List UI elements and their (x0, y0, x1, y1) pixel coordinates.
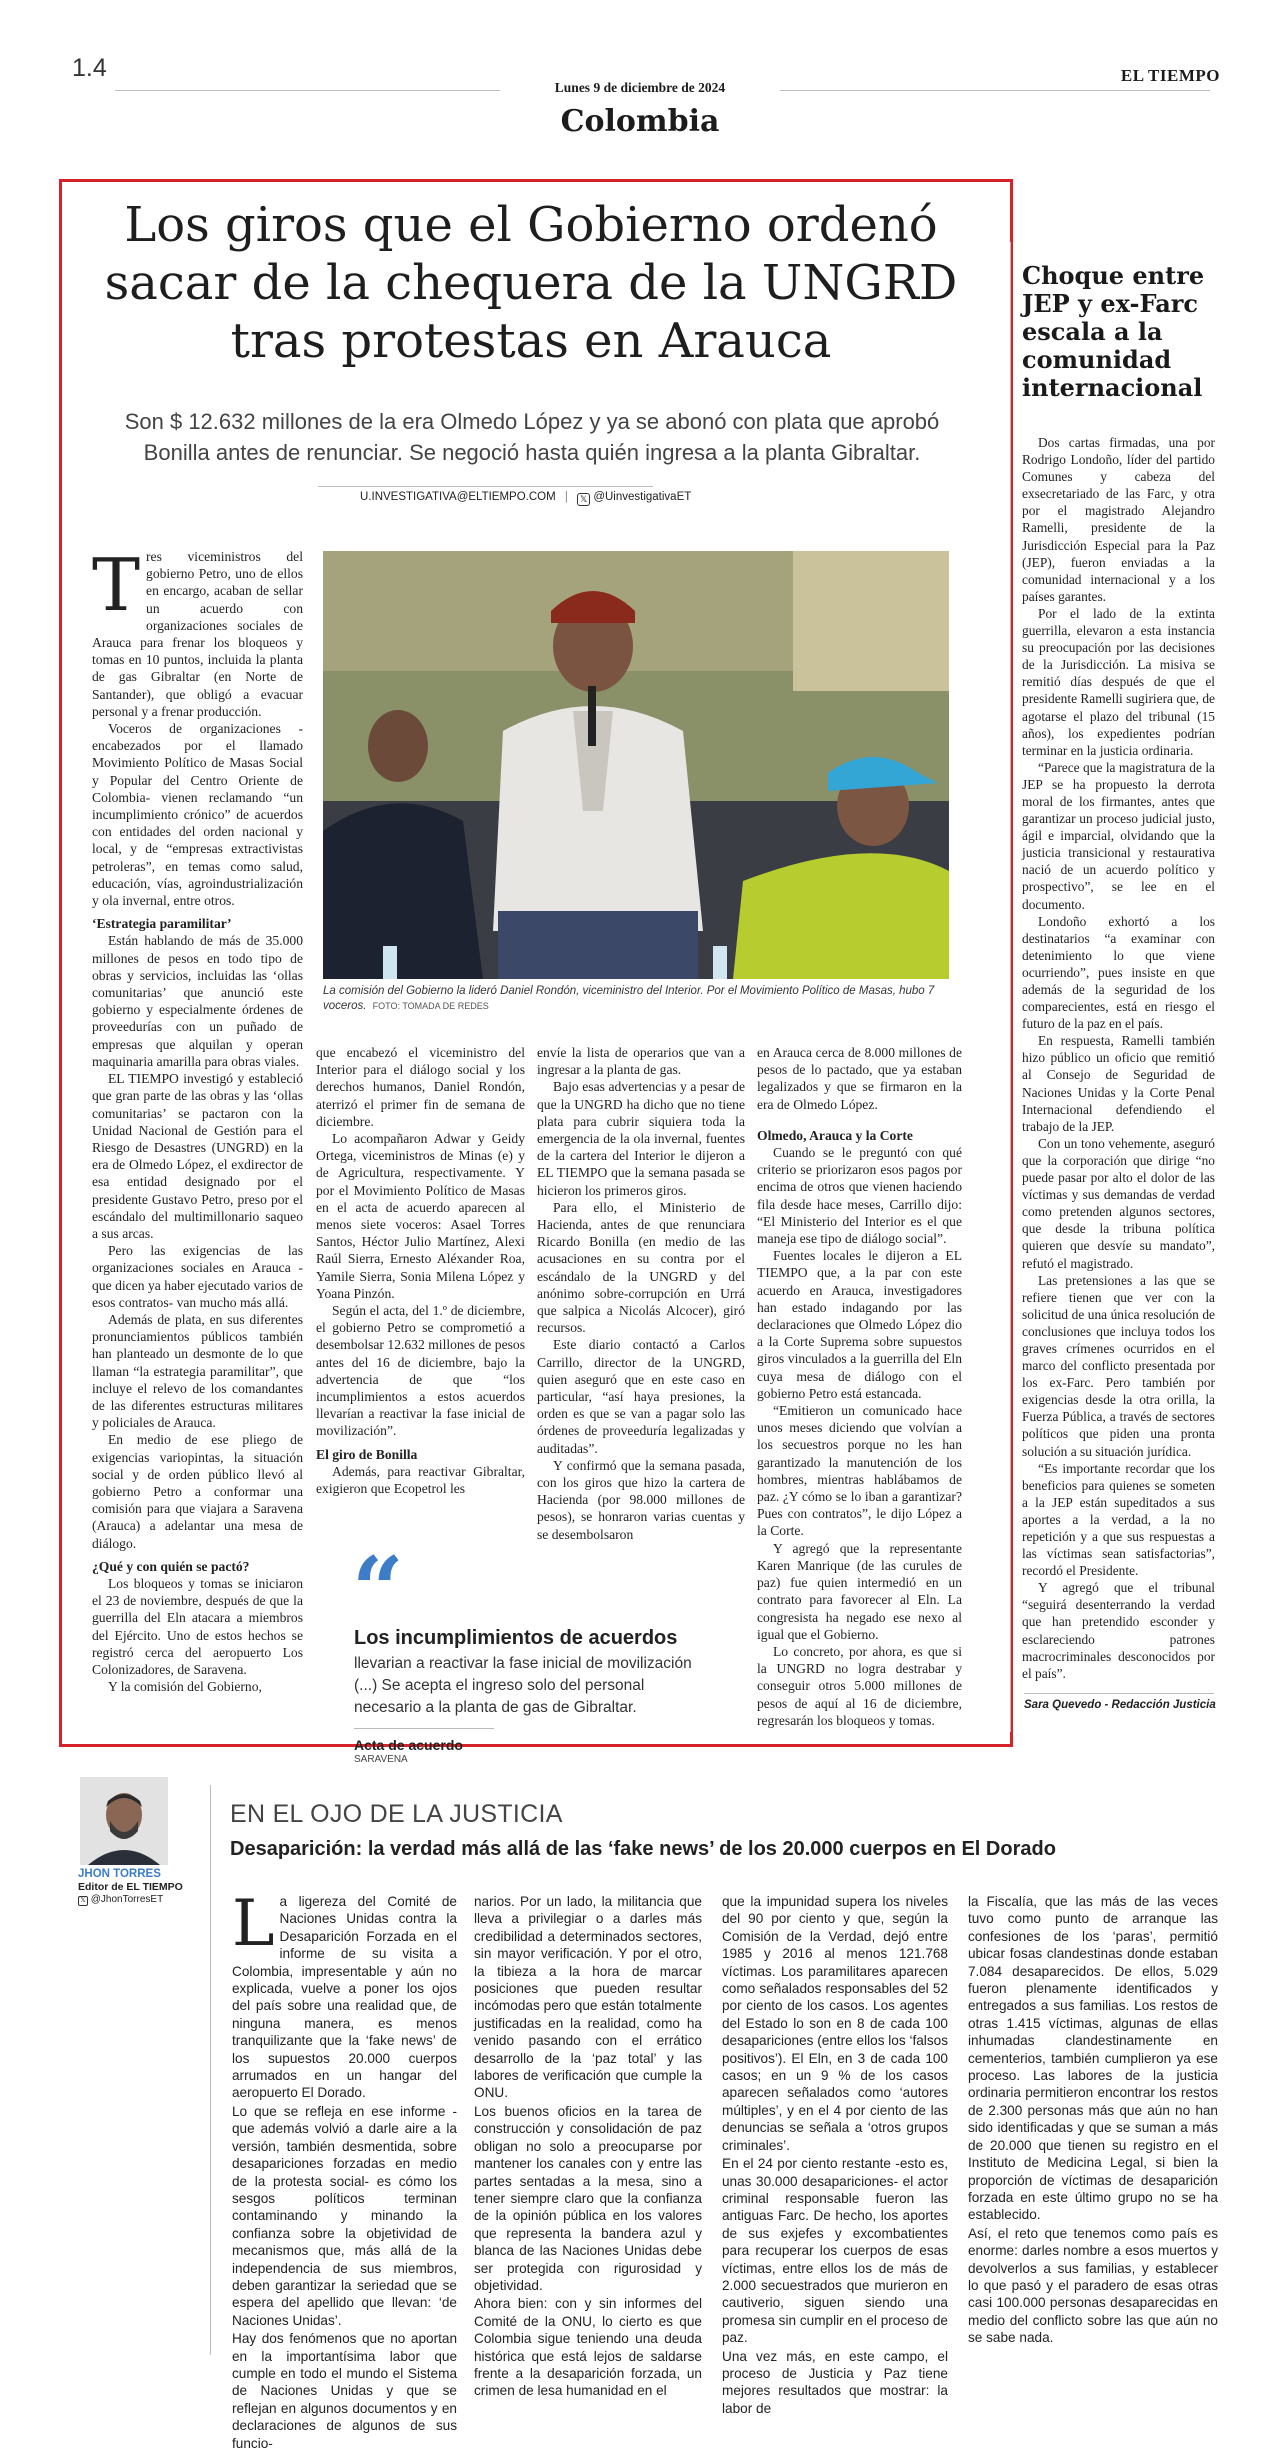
sidebar-p1: Dos cartas firmadas, una por Rodrigo Londoño, líder del partido Comunes y cabeza del exsecretariado de las Farc, y otra por el magistrado Alejandro Ramelli, presidente de la Jurisdicción Especial para la Paz (JEP), fueron enviadas a la comunidad internacional y a los países garantes. (1022, 435, 1215, 604)
col4-p1: en Arauca cerca de 8.000 millones de pesos de lo pactado, que ya estaban legalizados y que se firmaron en la era de Olmedo López. (757, 1045, 962, 1112)
column-col1 (232, 1887, 457, 2451)
byline-email[interactable]: U.INVESTIGATIVA@ELTIEMPO.COM (360, 491, 556, 503)
column-col3-p1: que la impunidad supera los niveles del 90 por ciento y que, según la Comisión de la Verdad, dejó entre 1985 y 2016 al menos 121.768 víctimas. Los paramilitares aparecen como señalados responsables del 52 por ciento de los casos. Los agentes del Estado lo son en 8 de cada 100 desapariciones (entre ellos los ‘falsos positivos’). El Eln, en 3 de cada 100 casos; en un 9 % de los casos aparecen señalados como ‘autores múltiples’, y en el 4 por ciento de las denuncias se señala a ‘otros grupos criminales’. (722, 1894, 948, 2153)
column-col3-p2: En el 24 por ciento restante -esto es, unas 30.000 desapariciones- el actor criminal responsable fueron las antiguas Farc. De hecho, los aportes de sus exjefes y excombatientes para recuperar los cuerpos de esas víctimas, entre ellos los de más de 2.000 secuestrados que murieron en cautiverio, siguen siendo una promesa sin cumplir en el proceso de paz. (722, 2156, 948, 2346)
sidebar-p6: Con un tono vehemente, aseguró que la corporación que dirige “no puede pasar por alto el dolor de las víctimas y sus demandas de verdad como pretenden algunos sectores, que desde la tribuna política quieren que desvíe su mandato”, refutó el magistrado. (1022, 1135, 1215, 1271)
col1-p8: Los bloqueos y tomas se iniciaron el 23 de noviembre, después de que la guerrilla del Eln atacara a miembros del Ejército. Uno de estos hechos se registró cerca del aeropuerto Los Colonizadores, de Saravena. (92, 1575, 303, 1677)
column-col2-p3: Ahora bien: con y sin informes del Comité de la ONU, lo cierto es que Colombia sigue teniendo una deuda histórica que está lejos de saldarse frente a la desaparición forzada, un crimen de lesa humanidad en el (474, 2296, 702, 2399)
col2-subhead: El giro de Bonilla (316, 1446, 418, 1462)
byline (360, 491, 760, 506)
col3-p3: Para ello, el Ministerio de Hacienda, antes de que renunciara Ricardo Bonilla (en medio de las acusaciones en su contra por el escándalo de la UNGRD y del anónimo sobre-corrupción en Urrá que salpica a Nicolás Alcocer), giró recursos. (537, 1199, 745, 1336)
col1-p1: res viceministros del gobierno Petro, uno de ellos en encargo, acaban de sellar un acuerdo con organizaciones sociales de Arauca para frenar los bloqueos y tomas en 10 puntos, incluida la planta de gas Gibraltar (en Norte de Santander), que obligó a evacuar personal y a frenar producción. (92, 549, 303, 719)
col1-p2: Voceros de organizaciones -encabezados por el llamado Movimiento Político de Masas Social y Popular del Centro Oriente de Colombia- vienen reclamando “un incumplimiento crónico” de acuerdos con entidades del orden nacional y local, y de “empresas extractivistas petroleras”, en temas como salud, educación, vías, agroindustrialización y ola invernal, entre otros. (92, 721, 303, 909)
col1-p5: Pero las exigencias de las organizaciones sociales en Arauca -que dicen ya haber ejecutado varios de esos contratos- van mucho más allá. (92, 1243, 303, 1310)
column-col3-p3: Una vez más, en este campo, el proceso de Justicia y Paz tiene mejores resultados que mostrar: la labor de (722, 2348, 948, 2416)
x-logo-icon: 𝕏 (577, 493, 590, 506)
author-name: JHON TORRES (78, 1868, 161, 1880)
caption-text: La comisión del Gobierno la lideró Daniel Rondón, viceministro del Interior. Por el Movimiento Político de Masas, hubo 7 voceros. (323, 985, 935, 1012)
quote-divider (354, 1728, 494, 1729)
col4-p4: “Emitieron un comunicado hace unos meses diciendo que volvían a los secuestros porque no les han garantizado la manutención de los hombres, mientras hablábamos de paz. ¿Y cómo se lo iban a garantizar? Pues con contratos”, le dijo López a la Corte. (757, 1403, 962, 1539)
column-col2 (474, 1893, 702, 2399)
sidebar-p3: “Parece que la magistratura de la JEP se ha propuesto la derrota moral de los firmantes, antes que garantizar un proceso judicial justo, ágil e imparcial, olvidando que la justicia transicional y restaurativa nació de un acuerdo político y prospectivo”, se lee en el documento. (1022, 759, 1215, 912)
col1-subhead: ‘Estrategia paramilitar’ (92, 916, 232, 932)
column-col2-p1: narios. Por un lado, la militancia que lleva a privilegiar o a darles más credibilidad a determinados sectores, sin mayor verificación. Y por el otro, la tibieza a la hora de marcar posiciones que pueden resultar incómodas pero que están totalmente justificadas en la realidad, como ha venido pasando con el errático desarrollo de la ‘paz total’ y las labores de verificación que cumple la ONU. (474, 1894, 702, 2101)
column-col2-p2: Los buenos oficios en la tarea de construcción y consolidación de paz obligan no solo a preocuparse por mantener los canales con y entre las partes sentadas a la mesa, sino a tener siempre claro que la confianza de la opinión pública en los valores que representa la bandera azul y blanca de las Naciones Unidas debe ser protegida con rigurosidad y objetividad. (474, 2103, 702, 2293)
column-kicker: EN EL OJO DE LA JUSTICIA (230, 1800, 563, 1828)
author-role: Editor de EL TIEMPO (78, 1881, 183, 1893)
col1-p3: Están hablando de más de 35.000 millones de pesos en todo tipo de obras y servicios, incluidas las ‘ollas comunitarias’ que anunció este gobierno y especialmente órdenes de proveedurías con un puñado de empresas que alquilan y operan maquinaria amarilla para obras viales. (92, 933, 303, 1069)
article-col2 (316, 1044, 525, 1497)
page-number: 1.4 (72, 54, 107, 82)
column-title: Desaparición: la verdad más allá de las ‘fake news’ de los 20.000 cuerpos en El Dorado (230, 1838, 1056, 1860)
byline-rule (318, 486, 653, 487)
col3-p5: Y confirmó que la semana pasada, con los giros que hizo la cartera de Hacienda (por 98.000 millones de pesos), se honraron varias cuentas y se desembolsaron (537, 1457, 745, 1542)
sidebar-author: Sara Quevedo - Redacción Justicia (1024, 1699, 1216, 1711)
col1-subhead-2: ¿Qué y con quién se pactó? (92, 1558, 250, 1574)
col3-p2: Bajo esas advertencias y a pesar de que la UNGRD ha dicho que no tiene plata para cubrir siquiera toda la emergencia de la ola invernal, fuentes de la cartera del Interior le dijeron a EL TIEMPO que la semana pasada se hicieron los primeros giros. (537, 1079, 745, 1198)
page-date: Lunes 9 de diciembre de 2024 (554, 80, 726, 95)
quote-text: llevarian a reactivar la fase inicial de movilización (...) Se acepta el ingreso solo del personal necesario a la planta de gas de Gibraltar. (354, 1655, 692, 1716)
col1-p7: En medio de ese pliego de exigencias variopintas, la situación social y de orden público llevó al gobierno Petro a conformar una comisión para que viajara a Saravena (Arauca) a adelantar una mesa de diálogo. (92, 1432, 303, 1551)
col4-subhead: Olmedo, Arauca y la Corte (757, 1127, 913, 1143)
sidebar-p4: Londoño exhortó a los destinatarios “a examinar con detenimiento lo que viene ocurriendo”, pues insiste en que además de la seguridad de los comparecientes, está en riesgo el futuro de la paz en el país. (1022, 913, 1215, 1032)
column-col1-p1: a ligereza del Comité de Naciones Unidas contra la Desaparición Forzada en el informe de su visita a Colombia, impresentable y aún no explicada, vuelve a poner los ojos del país sobre una realidad que, de ninguna manera, es menos tranquilizante que la ‘fake news’ de los supuestos 20.000 cuerpos arrumados en un hangar del aeropuerto El Dorado. (232, 1894, 457, 2101)
sidebar-divider (1010, 242, 1011, 1732)
col1-p9: Y la comisión del Gobierno, (108, 1679, 262, 1695)
column-col1-p3: Hay dos fenómenos que no aportan en la importantísima labor que cumple en todo el mundo el Sistema de Naciones Unidas y que se reflejan en algunos documentos y en declaraciones de algunos de sus funcio- (232, 2331, 457, 2451)
col1-p6: Además de plata, en sus diferentes pronunciamientos públicos también han planteado un desmonte de lo que llaman “la estrategia paramilitar”, que incluye el relevo de los comandantes de las diferentes estructuras militares y policiales de Arauca. (92, 1311, 303, 1431)
photo-credit: FOTO: TOMADA DE REDES (372, 1001, 489, 1011)
column-col3 (722, 1893, 948, 2416)
header-rule-left (115, 90, 500, 91)
col4-p3: Fuentes locales le dijeron a EL TIEMPO que, a la par con este acuerdo en Arauca, investigadores han estado indagando por las declaraciones que Olmedo López dio a la Corte Suprema sobre supuestos giros vinculados a la guerrilla del Eln cuya mesa de diálogo con el gobierno Petro está estancada. (757, 1248, 962, 1401)
quote-place: SARAVENA (354, 1754, 408, 1765)
brand-logo: EL TIEMPO (1120, 66, 1220, 85)
pull-quote (352, 1537, 732, 1730)
article-col3 (537, 1044, 745, 1542)
quote-title: Los incumplimientos de acuerdos (354, 1627, 678, 1649)
col1-p4: EL TIEMPO investigó y estableció que gran parte de las obras y las ‘ollas comunitarias’ se pactaron con la Unidad Nacional de Gestión para el Riesgo de Desastres (UNGRD) en la era de Olmedo López, el exdirector de esa entidad designado por el presidente Gustavo Petro, preso por el escándalo del multimillonario saqueo a sus arcas. (92, 1071, 303, 1241)
article-col4 (757, 1044, 962, 1734)
header-rule-right (780, 90, 1210, 91)
author-handle-row (78, 1894, 163, 1906)
sidebar-p8: “Es importante recordar que los beneficios para quienes se someten a la JEP están supeditados a sus aportes a la verdad, a la no repetición y a que sus respuestas a las víctimas sean satisfactorias”, recordó el Presidente. (1022, 1460, 1215, 1579)
byline-divider: | (564, 491, 568, 503)
column-col1-p2: Lo que se refleja en ese informe -que además volvió a darle aire a la versión, también desmentida, sobre desapariciones forzadas en medio de la protesta social- es cómo los sesgos políticos terminan contaminando y minando la confianza sobre la objetividad de mecanismos que, más allá de la independencia de sus miembros, deben garantizar la seriedad que se espera del apellido que llevan: ‘de Naciones Unidas’. (232, 2103, 457, 2328)
column-col4-p2: Así, el reto que tenemos como país es enorme: darles nombre a esos muertos y devolverlos a sus familias, y establecer lo que pasó y el paradero de esas otras casi 100.000 personas desaparecidas en medio del conflicto sobre las que aún no se sabe nada. (968, 2225, 1218, 2346)
author-handle[interactable]: @JhonTorresET (90, 1894, 164, 1905)
col4-p6: Lo concreto, por ahora, es que si la UNGRD no logra destrabar y conseguir otros 5.000 millones de pesos de aquí al 16 de diciembre, regresarán los bloqueos y tomas. (757, 1643, 962, 1728)
sidebar-p7: Las pretensiones a las que se refiere tienen que ver con la solicitud de una única resolución de conclusiones que incluya todos los graves crímenes ocurridos en el marco del conflicto presentada por los ex-Farc. Pero también por exigencias desde la otra orilla, la Fuerza Pública, a través de sectores políticos que piden una pronta solución a su situación jurídica. (1022, 1272, 1215, 1459)
col2-p2: Lo acompañaron Adwar y Geidy Ortega, viceministros de Minas (e) y de Agricultura, respectivamente. Y por el Movimiento Político de Masas en el acta de acuerdo aparecen al menos siete voceros: Asael Torres Santos, Héctor Julio Martínez, Alexi Raúl Sierra, Ernesto Aléxander Roa, Yamile Sierra, Sonia Milena López y Yoana Pinzón. (316, 1131, 525, 1301)
dropcap: T (92, 543, 141, 627)
col4-p5: Y agregó que la representante Karen Manrique (de las curules de paz) fue quien intermedió en un contrato para favorecer al Eln. La congresista ha negado ese nexo al igual que el Gobierno. (757, 1540, 962, 1642)
column-col4 (968, 1893, 1218, 2358)
sidebar-author-rule (1024, 1693, 1214, 1694)
sidebar-title: Choque entre JEP y ex-Farc escala a la comunidad internacional (1022, 261, 1205, 402)
article-col1 (92, 543, 303, 1728)
sidebar-p2: Por el lado de la extinta guerrilla, elevaron a esta instancia su preocupación por las decisiones de la Jurisdicción. La misiva se remitió días después de que el presidente Ramelli sugiriera que, de agotarse el plazo del tribunal (15 años), los expedientes podrían terminar en la justicia ordinaria. (1022, 605, 1215, 758)
sidebar-p5: En respuesta, Ramelli también hizo público un oficio que remitió al Consejo de Seguridad de Naciones Unidas y la Corte Penal Internacional defendiendo el trabajo de la JEP. (1022, 1033, 1215, 1134)
sidebar-p9: Y agregó que el tribunal “seguirá desenterrando la verdad que han pretendido esconder y esclareciendo patrones macrocriminales desconocidos por el país”. (1022, 1580, 1215, 1681)
col2-p1: que encabezó el viceministro del Interior para el diálogo social y los derechos humanos, Daniel Rondón, aterrizó el primer fin de semana de diciembre. (316, 1045, 525, 1129)
column-col4-p1: la Fiscalía, que las más de las veces tuvo como punto de arranque las confesiones de los ‘paras’, permitió ubicar fosas clandestinas donde estaban 7.084 desaparecidos. De ellos, 5.029 fueron plenamente identificados y entregados a sus familias. Los restos de otras 1.415 víctimas, algunas de ellas inhumadas clandestinamente en cementerios, también cumplieron ya ese proceso. Las labores de la justicia ordinaria permitieron encontrar los restos de 2.300 personas más que aún no han sido identificadas y que se suman a más de 20.000 que tienen su registro en el Instituto de Medicina Legal, si bien la proporción de víctimas de desaparición forzada en este último grupo no se ha establecido. (968, 1894, 1218, 2223)
quote-source: Acta de acuerdo (354, 1737, 463, 1753)
author-photo (80, 1777, 168, 1865)
byline-social[interactable]: @UinvestigativaET (593, 491, 692, 503)
sidebar-body (1022, 434, 1215, 1700)
article-photo (323, 551, 949, 979)
col2-p4: Además, para reactivar Gibraltar, exigieron que Ecopetrol les (316, 1463, 525, 1497)
photo-caption (323, 984, 949, 1014)
section-title: Colombia (560, 104, 720, 139)
col2-p3: Según el acta, del 1.º de diciembre, el gobierno Petro se comprometió a desembolsar 12.632 millones de pesos antes del 16 de diciembre, bajo la advertencia de que “los incumplimientos a estos acuerdos llevarían a reactivar la fase inicial de movilización”. (316, 1303, 525, 1439)
column-dropcap: L (232, 1887, 275, 1961)
col4-p2: Cuando se le preguntó con qué criterio se priorizaron esos pagos por encima de otros que vienen haciendo fila desde hace meses, Carrillo dijo: “El Ministerio del Interior es el que maneja ese tipo de diálogo social”. (757, 1145, 962, 1247)
col3-p4: Este diario contactó a Carlos Carrillo, director de la UNGRD, quien aseguró que en este caso en particular, “así haya presiones, la orden es que se van a pagar solo las órdenes de proveeduría legalizadas y auditadas”. (537, 1337, 745, 1456)
quote-icon: “ (352, 1537, 404, 1643)
col3-p1: envíe la lista de operarios que van a ingresar a la planta de gas. (537, 1045, 745, 1078)
article-headline: Los giros que el Gobierno ordenó sacar de la chequera de la UNGRD tras protestas en Arauca (104, 197, 958, 369)
column-author-divider (210, 1785, 211, 2355)
x-logo-icon: 𝕏 (78, 1896, 88, 1906)
article-subtitle: Son $ 12.632 millones de la era Olmedo López y ya se abonó con plata que aprobó Bonilla antes de renunciar. Se negoció hasta quién ingresa a la planta Gibraltar. (124, 409, 940, 465)
